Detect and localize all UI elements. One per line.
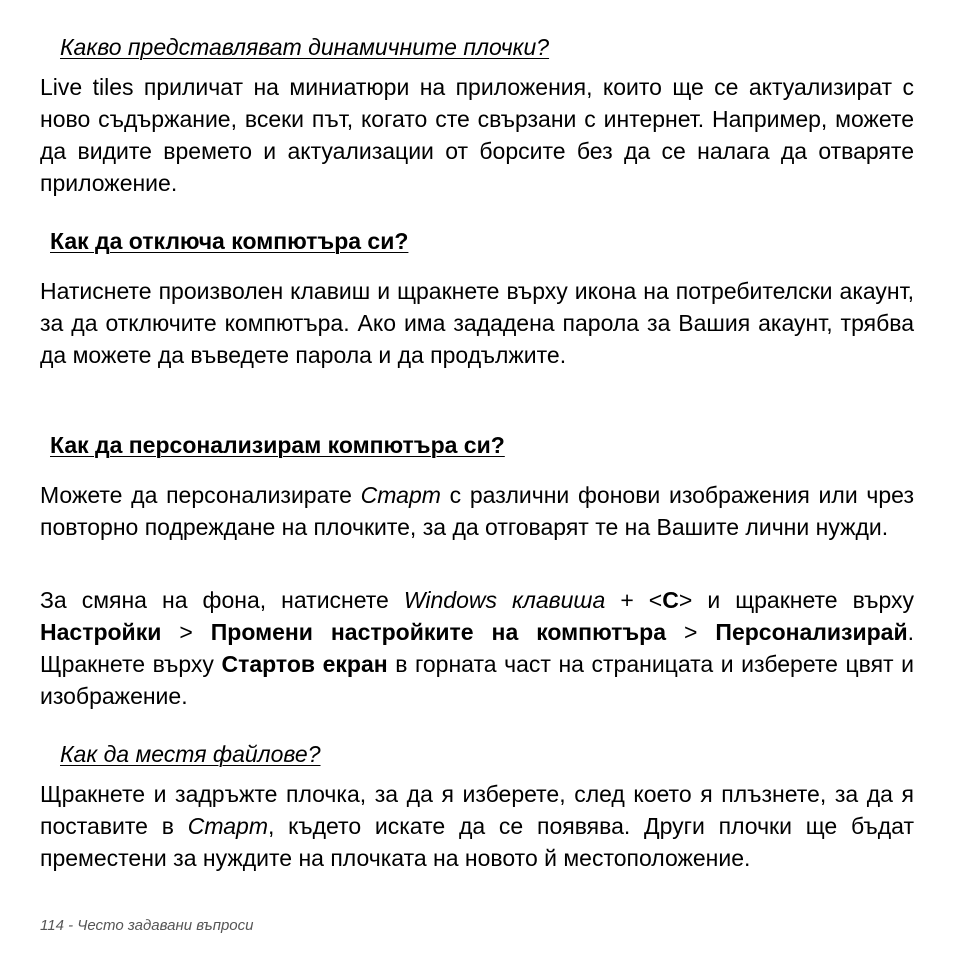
start-term: Старт [187,813,268,839]
paragraph-change-background: За смяна на фона, натиснете Windows клавиша + <C> и щракнете върху Настройки > Промени настройките на компютъра > Персонализирай. Щракнете върху Стартов екран в горната част на страницата и изберете цвят и изображение. [40,587,914,709]
heading-unlock-computer: Как да отключа компютъра си? [50,228,409,254]
heading-move-files: Как да местя файлове? [60,741,321,767]
windows-key-term: Windows клавиша [403,587,606,613]
heading-personalize-computer: Как да персонализирам компютъра си? [50,432,505,458]
start-term: Старт [360,482,441,508]
paragraph-personalize-start: Можете да персонализирате Старт с различни фонови изображения или чрез повторно подреждане на плочките, за да отговарят те на Вашите лични нужди. [40,482,914,540]
paragraph-live-tiles: Live tiles приличат на миниатюри на приложения, които ще се актуализират с ново съдържание, всеки път, когато сте свързани с интернет. Например, можете да видите времето и актуализации от борсите без да се налага да отваряте приложение. [40,74,914,196]
paragraph-unlock-computer: Натиснете произволен клавиш и щракнете върху икона на потребителски акаунт, за да отключите компютъра. Ако има зададена парола за Вашия акаунт, трябва да можете да въведете парола и да продължите. [40,278,914,368]
change-settings-term: Промени настройките на компютъра [210,619,667,645]
c-key-term: C [662,587,679,613]
page-footer: 114 - Често задавани въпроси [40,917,254,934]
paragraph-move-files: Щракнете и задръжте плочка, за да я изберете, след което я плъзнете, за да я поставите в Старт, където искате да се появява. Други плочки ще бъдат преместени за нуждите на плочката на новото й местоположение. [40,781,915,871]
heading-live-tiles: Какво представляват динамичните плочки? [60,34,550,60]
start-screen-term: Стартов екран [221,651,388,677]
personalize-term: Персонализирай [715,619,908,645]
settings-term: Настройки [40,619,162,645]
